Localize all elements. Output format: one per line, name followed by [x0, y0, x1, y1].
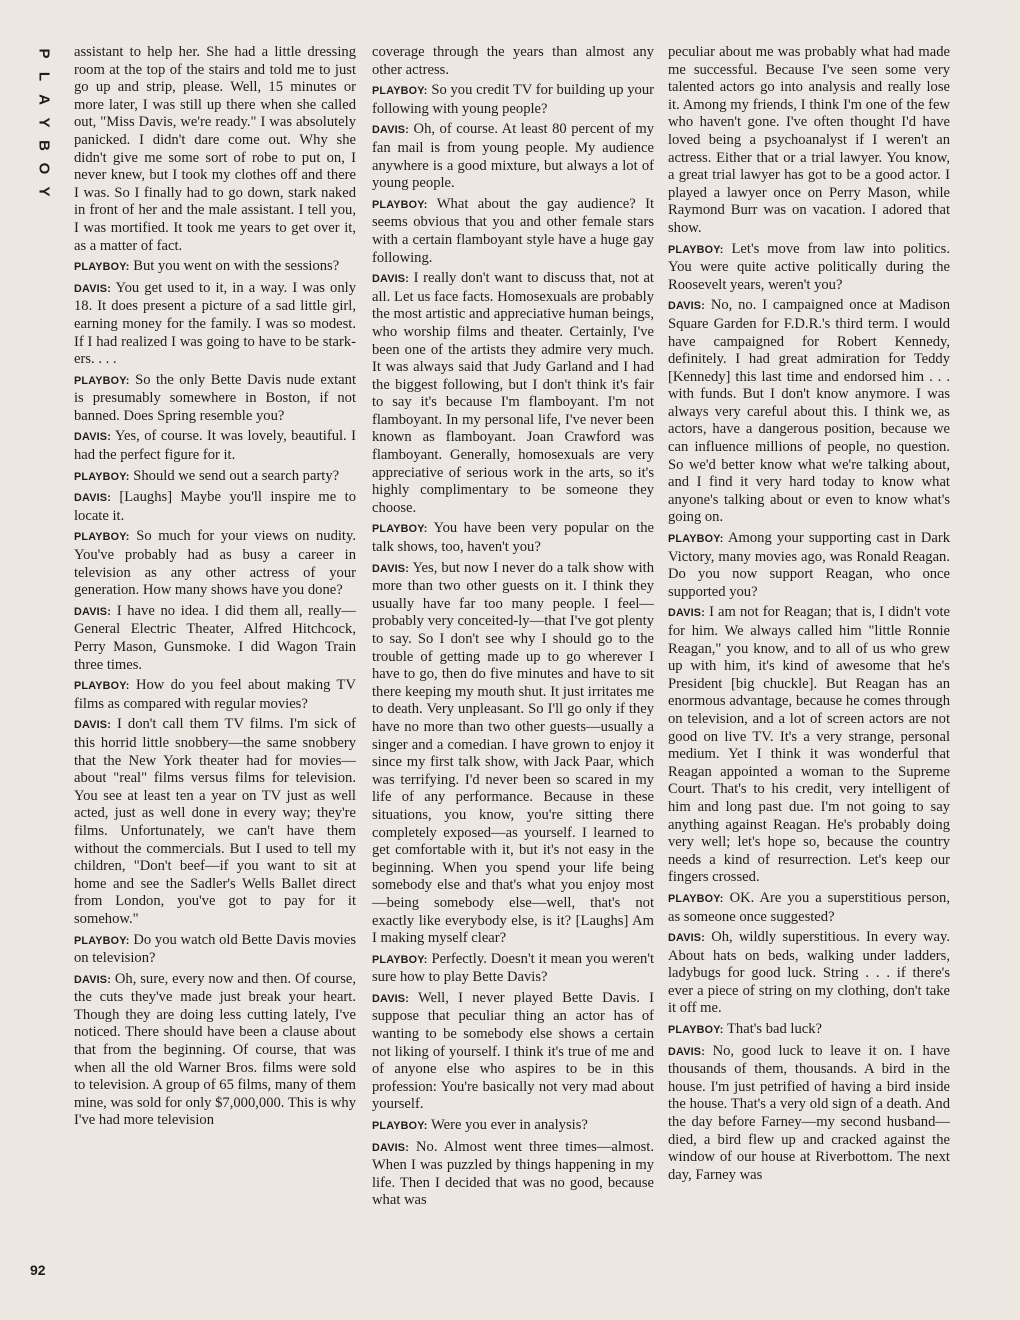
text-column-2 — [372, 44, 654, 1213]
speaker-label: DAVIS: — [74, 431, 111, 444]
speaker-label: PLAYBOY: — [668, 892, 724, 905]
speaker-label: DAVIS: — [668, 1045, 705, 1058]
paragraph-text: So the only Bette Davis nude extant is presumably somewhere in Boston, if not banned. Does Spring resemble you? — [74, 371, 356, 424]
speaker-label: DAVIS: — [372, 273, 409, 286]
speaker-label: DAVIS: — [74, 492, 111, 505]
interview-paragraph — [74, 603, 356, 674]
interview-paragraph — [372, 270, 654, 517]
paragraph-text: Perfectly. Doesn't it mean you weren't sure how to play Bette Davis? — [372, 950, 654, 986]
interview-paragraph — [668, 929, 950, 1018]
paragraph-text: peculiar about me was probably what had made me successful. Because I've seen some very talented actors go into analysis and really lose it. Among my friends, I think I'm one of the few who haven't gone. I've often thought I'd have loved being a psychoanalyst if I weren't an actress. Either that or a trial lawyer. You know, a great trial lawyer has got to be a good actor. I played a lawyer once on Perry Mason, while Raymond Burr was on vacation. I adored that show. — [668, 44, 950, 236]
paragraph-text: I have no idea. I did them all, really—General Electric Theater, Alfred Hitchcock, Perry Mason, Gunsmoke. I did Wagon Train three times. — [74, 602, 356, 673]
speaker-label: PLAYBOY: — [372, 1120, 428, 1133]
speaker-label: PLAYBOY: — [74, 261, 130, 274]
paragraph-text: How do you feel about making TV films as compared with regular movies? — [74, 677, 356, 712]
speaker-label: DAVIS: — [668, 932, 705, 945]
paragraph-text: Were you ever in analysis? — [431, 1117, 588, 1134]
sidebar-letter: A — [35, 94, 53, 105]
paragraph-text: Well, I never played Bette Davis. I suppose that peculiar thing an actor has of wanting to be somebody else shows a certain not liking of yourself. I think it's true of me and of anyone else who aspires to be in this profession: You're basically not very mad about yourself. — [372, 989, 654, 1113]
interview-paragraph — [372, 990, 654, 1114]
text-column-1 — [74, 44, 356, 1133]
text-column-3 — [668, 44, 950, 1187]
paragraph-text: So much for your views on nudity. You've probably had as busy a career in television as any other actress of your generation. How many shows have you done? — [74, 528, 356, 599]
interview-paragraph — [74, 971, 356, 1130]
interview-paragraph — [372, 1139, 654, 1210]
paragraph-text: You get used to it, in a way. I was only 18. It does present a picture of a sad little girl, earning money for the family. I was so modest. If I had realized I was going to have to be stark-ers. . . . — [74, 279, 356, 368]
interview-paragraph — [74, 280, 356, 369]
speaker-label: DAVIS: — [372, 562, 409, 575]
interview-paragraph — [74, 932, 356, 968]
paragraph-text: What about the gay audience? It seems obvious that you and other female stars with a certain flamboyant style have a huge gay following. — [372, 195, 654, 266]
interview-paragraph — [74, 258, 356, 277]
interview-paragraph — [372, 121, 654, 192]
sidebar-letter: L — [35, 71, 53, 82]
sidebar-letter: B — [35, 140, 53, 151]
paragraph-text: Oh, of course. At least 80 percent of my fan mail is from young people. My audience anywhere is a good mixture, but always a lot of young people. — [372, 121, 654, 192]
interview-paragraph — [372, 82, 654, 118]
interview-paragraph — [372, 196, 654, 267]
speaker-label: DAVIS: — [372, 1141, 409, 1154]
sidebar-letter: Y — [35, 117, 53, 128]
interview-paragraph — [74, 489, 356, 525]
interview-paragraph — [74, 677, 356, 713]
speaker-label: DAVIS: — [74, 605, 111, 618]
interview-paragraph — [74, 428, 356, 464]
page-number: 92 — [30, 1262, 46, 1278]
interview-paragraph — [74, 468, 356, 487]
speaker-label: PLAYBOY: — [74, 680, 130, 693]
paragraph-text: Oh, sure, every now and then. Of course, the cuts they've made just break your heart. Though they are doing less cutting lately, I've noticed. There should have been a clause about that from the beginning. Of course, that was when all the old Warner Bros. films were sold to television. A group of 65 films, many of them mine, was sold for only $7,000,000. This is why I've had more television — [74, 970, 356, 1129]
paragraph-text: So you credit TV for building up your following with young people? — [372, 82, 655, 117]
interview-paragraph — [668, 530, 950, 601]
paragraph-text: I am not for Reagan; that is, I didn't vote for him. We always called him "little Ronnie Reagan," you know, and to all of us who grew up with him, it's kind of awesome that he's President [big chuckle]. But Reagan has an enormous advantage, because he comes through on television, and a lot of screen actors are not good on live TV. It's a very strange, personal medium. Yet I think it was wonderful that Reagan appointed a woman to the Supreme Court. That's to his credit, very intelligent of him and long past due. I'm not going to say anything against Reagan. He's probably doing very well; let's hope so, because the country needs a kind of resurrection. Let's keep our fingers crossed. — [668, 604, 950, 886]
speaker-label: DAVIS: — [74, 973, 111, 986]
paragraph-text: Among your supporting cast in Dark Victory, many movies ago, was Ronald Reagan. Do you now support Reagan, who once supported you? — [668, 530, 951, 600]
speaker-label: PLAYBOY: — [74, 531, 130, 544]
magazine-sidebar-logo — [34, 42, 54, 203]
speaker-label: PLAYBOY: — [74, 374, 130, 387]
paragraph-text: Should we send out a search party? — [133, 467, 340, 484]
speaker-label: DAVIS: — [372, 124, 409, 137]
interview-paragraph — [668, 297, 950, 527]
paragraph-text: [Laughs] Maybe you'll inspire me to locate it. — [74, 489, 356, 524]
paragraph-text: No. Almost went three times—almost. When I was puzzled by things happening in my life. Then I decided that was no good, because what was — [372, 1138, 654, 1209]
paragraph-text: That's bad luck? — [727, 1021, 823, 1038]
paragraph-text: I really don't want to discuss that, not at all. Let us face facts. Homosexuals are probably the most artistic and appreciative human beings, who worship films and theater. Certainly, I've been one of the artists they admire very much. It was always said that Judy Garland and I had the biggest following, but I don't think it's fair to say it's because I'm flamboyant. I'm not flamboyant. In my personal life, I've never been known as flamboyant. Joan Crawford was flamboyant. Generally, homosexuals are very appreciative of serious work in the arts, so it's highly complimentary to be someone they choose. — [372, 270, 654, 516]
interview-paragraph — [372, 560, 654, 948]
paragraph-text: No, no. I campaigned once at Madison Square Garden for F.D.R.'s third term. I would have campaigned for Robert Kennedy, definitely. I had great admiration for Teddy [Kennedy] this last time and endorsed him . . . with funds. But I don't know anymore. I was always very careful about this. I think we, as actors, have a dangerous position, because we can influence millions of people, no question. So we'd better know what we're talking about, and I find it very hard today to know what anyone's talking about or even to know what's going on. — [668, 297, 950, 526]
interview-paragraph — [668, 1021, 950, 1040]
paragraph-text: Oh, wildly superstitious. In every way. About hats on beds, walking under ladders, ladybugs for good luck. String . . . if there's ever a piece of string on my clothing, don't take it off me. — [668, 929, 950, 1017]
paragraph-text: Do you watch old Bette Davis movies on television? — [74, 931, 356, 967]
sidebar-letter: O — [35, 162, 53, 175]
interview-paragraph — [372, 44, 654, 79]
paragraph-text: I don't call them TV films. I'm sick of this horrid little snobbery—the same snobbery that the New York theater had for movies—about "real" films versus films for television. You see at least ten a year on TV just as well acted, just as well done in every way; they're films. Unfortunately, we can't have them without the commercials. But I used to tell my children, "Don't beef—if you want to sit at home and see the Sadler's Wells Ballet direct from London, you've got to pay for it somehow." — [74, 716, 356, 927]
paragraph-text: OK. Are you a superstitious person, as someone once suggested? — [668, 889, 950, 925]
sidebar-letter: Y — [35, 186, 53, 197]
interview-paragraph — [74, 44, 356, 255]
paragraph-text: coverage through the years than almost any other actress. — [372, 44, 654, 78]
speaker-label: PLAYBOY: — [372, 953, 428, 966]
paragraph-text: No, good luck to leave it on. I have thousands of them, thousands. A bird in the house. I'm just petrified of having a bird inside the house. That's a very old sign of a death. And the day before Farney—my second husband—died, a bird flew up and cracked against the window of our house at Riverbottom. The next day, Farney was — [668, 1042, 950, 1183]
paragraph-text: But you went on with the sessions? — [133, 258, 340, 275]
interview-paragraph — [74, 528, 356, 599]
interview-paragraph — [668, 44, 950, 238]
speaker-label: DAVIS: — [372, 992, 409, 1005]
interview-paragraph — [372, 951, 654, 987]
speaker-label: PLAYBOY: — [372, 523, 428, 536]
interview-paragraph — [372, 520, 654, 556]
speaker-label: DAVIS: — [668, 300, 705, 313]
interview-paragraph — [668, 890, 950, 926]
speaker-label: DAVIS: — [668, 607, 705, 620]
paragraph-text: assistant to help her. She had a little dressing room at the top of the stairs and told me to just go up and strip, please. Well, 15 minutes or more later, I was still up there when she called out, "Miss Davis, we're ready." I was absolutely panicked. I didn't dare come out. Why she didn't give me some sort of robe to put on, I never knew, but I took my clothes off and there I was. So I finally had to go down, stark naked in front of her and the male assistant. I tell you, I was mortified. It took me years to get over it, as a matter of fact. — [74, 44, 356, 254]
speaker-label: PLAYBOY: — [668, 533, 724, 546]
speaker-label: DAVIS: — [74, 719, 111, 732]
interview-paragraph — [74, 372, 356, 426]
speaker-label: PLAYBOY: — [372, 85, 428, 98]
speaker-label: PLAYBOY: — [74, 934, 130, 947]
interview-paragraph — [668, 241, 950, 295]
interview-paragraph — [668, 1043, 950, 1185]
paragraph-text: Let's move from law into politics. You were quite active politically during the Roosevelt years, weren't you? — [668, 240, 950, 293]
speaker-label: PLAYBOY: — [372, 198, 428, 211]
paragraph-text: Yes, but now I never do a talk show with more than two other guests on it. I think they usually have far too many people. I feel—probably very conceited-ly—that I've got plenty to say. So I don't see why I should go to the trouble of getting made up to go wherever I have to go, then do five minutes and have to sit there keeping my mouth shut. It just irritates me to death. Very unpleasant. So I'll go only if they have no more than two other guests—usually a singer and a comedian. I have grown to enjoy it since my first talk show, with Jack Paar, which was terrifying. I'd never been so scared in my life of any performance. Because in these situations, you know, you're sitting there completely exposed—as yourself. I learned to get comfortable with it, but it's not easy in the beginning. When you spend your life being somebody else and that's what you enjoy most—being somebody else—well, that's not exactly like everybody else, is it? [Laughs] Am I making myself clear? — [372, 559, 654, 947]
interview-paragraph — [74, 716, 356, 928]
paragraph-text: You have been very popular on the talk shows, too, haven't you? — [372, 520, 654, 556]
speaker-label: PLAYBOY: — [668, 1024, 724, 1037]
speaker-label: DAVIS: — [74, 282, 111, 295]
paragraph-text: Yes, of course. It was lovely, beautiful. I had the perfect figure for it. — [74, 428, 357, 464]
speaker-label: PLAYBOY: — [74, 470, 130, 483]
speaker-label: PLAYBOY: — [668, 243, 724, 256]
interview-paragraph — [668, 604, 950, 887]
sidebar-letter: P — [35, 48, 53, 59]
interview-paragraph — [372, 1117, 654, 1136]
